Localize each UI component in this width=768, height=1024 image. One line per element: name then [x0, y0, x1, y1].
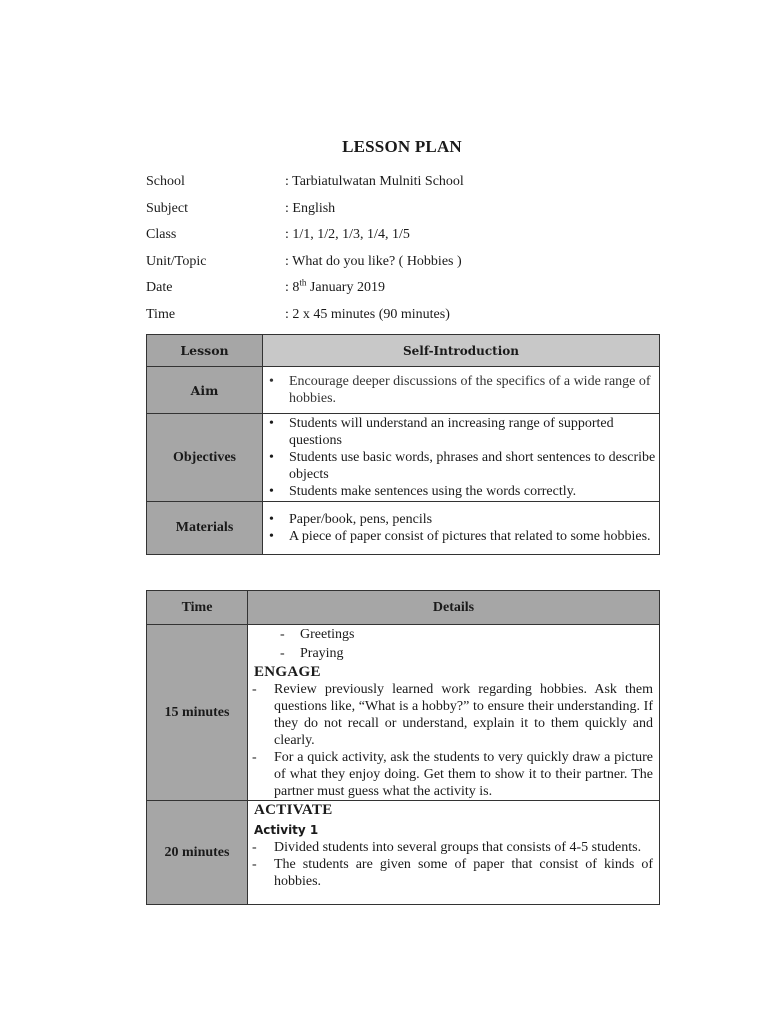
schedule-time: 15 minutes	[147, 625, 248, 801]
aim-item: • Encourage deeper discussions of the specifics of a wide range of hobbies.	[263, 373, 659, 407]
objective-item: • Students make sentences using the words correctly.	[263, 483, 659, 500]
material-item: • Paper/book, pens, pencils	[263, 511, 659, 528]
activity-heading: Activity 1	[254, 823, 319, 837]
objectives-cell	[263, 414, 660, 502]
aim-label: Aim	[147, 367, 263, 414]
objective-item: • Students will understand an increasing range of supported questions	[263, 415, 659, 449]
material-item: • A piece of paper consist of pictures that related to some hobbies.	[263, 528, 659, 545]
info-value: : English	[285, 201, 336, 216]
info-label: Subject	[146, 201, 188, 216]
schedule-details	[248, 625, 660, 801]
details-list	[248, 681, 659, 800]
schedule-details	[248, 801, 660, 905]
lesson-header-row	[147, 335, 660, 367]
date-superscript: th	[299, 277, 307, 288]
section-heading: ACTIVATE	[254, 802, 333, 818]
materials-label: Materials	[147, 502, 263, 555]
intro-item: - Praying	[248, 644, 659, 663]
intro-list	[248, 625, 659, 663]
detail-item: - Review previously learned work regarding hobbies. Ask them questions like, “What is a hobby?” to ensure their understanding. If they do not recall or understand, explain it to them quickly and clearly.	[248, 681, 659, 749]
date-prefix: : 8	[285, 280, 300, 295]
materials-cell	[263, 502, 660, 555]
lesson-title: Self-Introduction	[263, 335, 660, 367]
date-suffix: January 2019	[306, 280, 385, 295]
time-header: Time	[147, 591, 248, 625]
objectives-row	[147, 414, 660, 502]
intro-item: - Greetings	[248, 625, 659, 644]
info-value: : What do you like? ( Hobbies )	[285, 254, 462, 269]
schedule-row	[147, 625, 660, 801]
info-label: School	[146, 174, 185, 189]
info-value: : Tarbiatulwatan Mulniti School	[285, 174, 464, 189]
schedule-row	[147, 801, 660, 905]
aim-list	[263, 373, 659, 407]
aim-row	[147, 367, 660, 414]
materials-row	[147, 502, 660, 555]
info-value: : 2 x 45 minutes (90 minutes)	[285, 307, 450, 322]
objective-item: • Students use basic words, phrases and short sentences to describe objects	[263, 449, 659, 483]
info-label: Unit/Topic	[146, 254, 207, 269]
page-title: LESSON PLAN	[342, 137, 462, 156]
info-label: Date	[146, 280, 173, 295]
info-label: Time	[146, 307, 176, 322]
detail-item: - For a quick activity, ask the students to very quickly draw a picture of what they enjoy doing. Get them to show it to their partner. The partner must guess what the activity is.	[248, 749, 659, 800]
info-label: Class	[146, 227, 177, 242]
details-header: Details	[248, 591, 660, 625]
schedule-table	[146, 590, 660, 905]
schedule-time: 20 minutes	[147, 801, 248, 905]
objectives-list	[263, 415, 659, 500]
info-value	[285, 278, 385, 298]
materials-list	[263, 511, 659, 545]
details-list	[248, 839, 659, 890]
schedule-header-row	[147, 591, 660, 625]
detail-item: - The students are given some of paper that consist of kinds of hobbies.	[248, 856, 659, 890]
aim-cell	[263, 367, 660, 414]
objectives-label: Objectives	[147, 414, 263, 502]
section-heading: ENGAGE	[254, 664, 321, 680]
info-value: : 1/1, 1/2, 1/3, 1/4, 1/5	[285, 227, 410, 242]
lesson-table	[146, 334, 660, 555]
detail-item: - Divided students into several groups that consists of 4-5 students.	[248, 839, 659, 856]
lesson-label: Lesson	[147, 335, 263, 367]
